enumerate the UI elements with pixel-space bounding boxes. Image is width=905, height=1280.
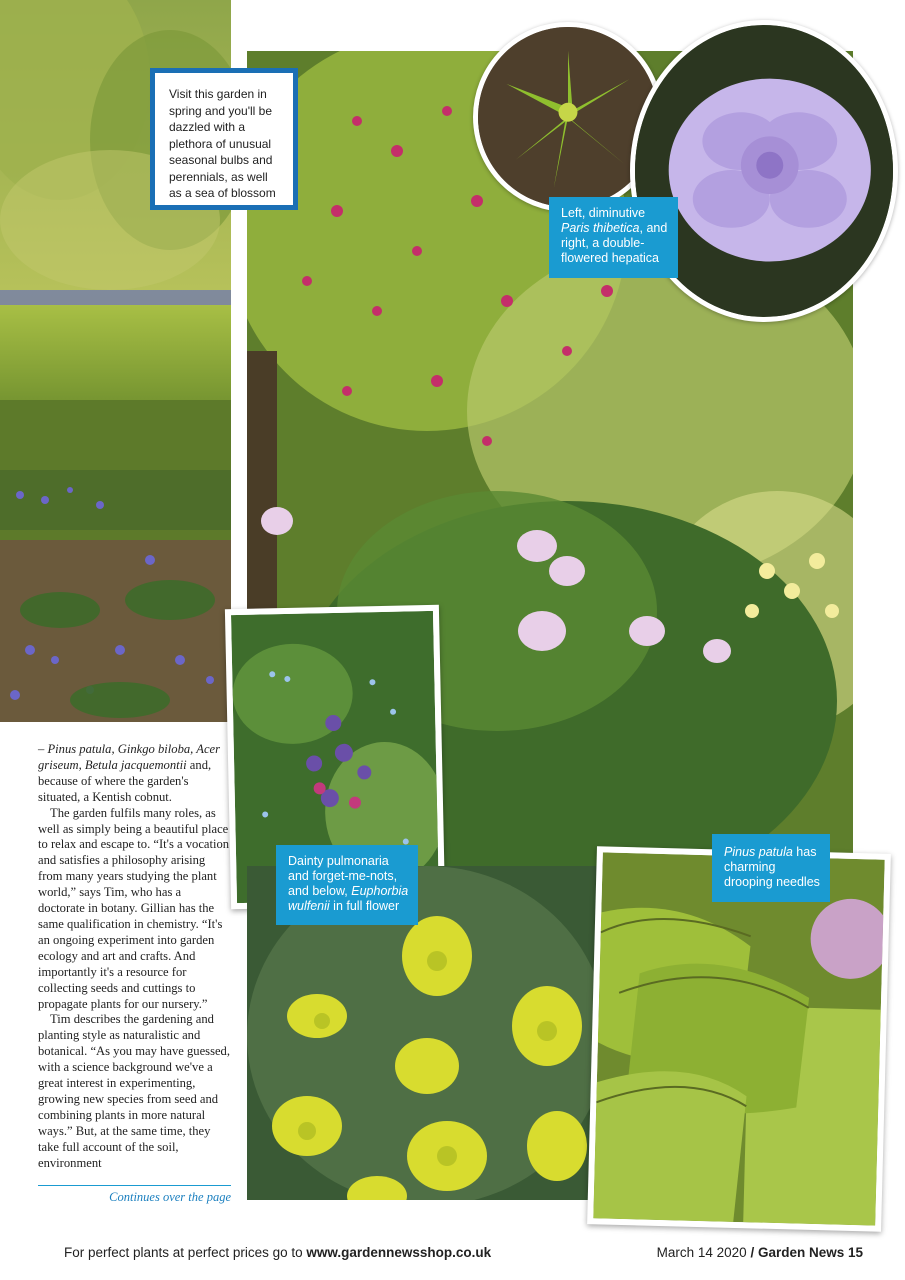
caption-text: has charming drooping needles: [724, 845, 820, 889]
pull-quote-text: Visit this garden in spring and you'll be dazzled with a plethora of unusual seasonal bulbs and perennials, as well as a sea of blossom: [169, 87, 276, 200]
caption-italic-text: Pinus patula: [724, 845, 793, 859]
footer-text: For perfect plants at perfect prices go to: [64, 1245, 307, 1260]
caption-pinus-patula: [712, 834, 830, 902]
body-paragraph: Tim describes the gardening and planting style as naturalistic and botanical. “As you may have guessed, with a science background we've a great interest in experimenting, growing new species from seed and combining plants in more natural ways.” But, at the same time, they take full account of the soil, environment: [38, 1012, 230, 1170]
shop-url-link[interactable]: www.gardennewsshop.co.uk: [306, 1245, 492, 1260]
footer-shop-promo: [64, 1245, 491, 1260]
body-paragraph: The garden fulfils many roles, as well as simply being a beautiful place to relax and escape to. “It's a vocation and satisfies a philosophy arising from many years studying the plant world,” says Tim, who has a doctorate in botany. Gillian has the same qualification in chemistry. “It's an ongoing experiment into garden ecology and art and crafts. And importantly it's a resource for collecting seeds and cuttings to propagate plants for our nursery.”: [38, 805, 230, 1011]
caption-text: in full flower: [329, 899, 400, 913]
caption-italic-text: Euphorbia wulfenii: [288, 884, 409, 913]
body-paragraph: [38, 742, 231, 806]
pull-quote: [150, 68, 298, 210]
body-text: –: [38, 742, 48, 756]
caption-text: Left, diminutive: [561, 206, 646, 220]
continues-over-page: Continues over the page: [109, 1190, 231, 1204]
magazine-page-number: / Garden News 15: [750, 1245, 863, 1260]
article-body: [38, 742, 231, 1171]
caption-text: Dainty pulmonaria and forget-me-nots, and below,: [288, 854, 398, 898]
issue-date: March 14 2020: [656, 1245, 751, 1260]
caption-paris-hepatica: [549, 197, 678, 278]
pinus-patula-photo: [587, 846, 891, 1232]
body-italic-text: Pinus patula, Ginkgo biloba, Acer griseum, Betula jacquemontii: [38, 742, 221, 772]
body-text: and, because of where the garden's situated, a Kentish cobnut.: [38, 757, 212, 804]
divider: [38, 1185, 231, 1186]
caption-text: , and right, a double-flowered hepatica: [561, 221, 668, 265]
footer-page-info: [657, 1245, 863, 1260]
caption-italic-text: Paris thibetica: [561, 221, 640, 235]
caption-pulmonaria-euphorbia: [276, 845, 418, 925]
